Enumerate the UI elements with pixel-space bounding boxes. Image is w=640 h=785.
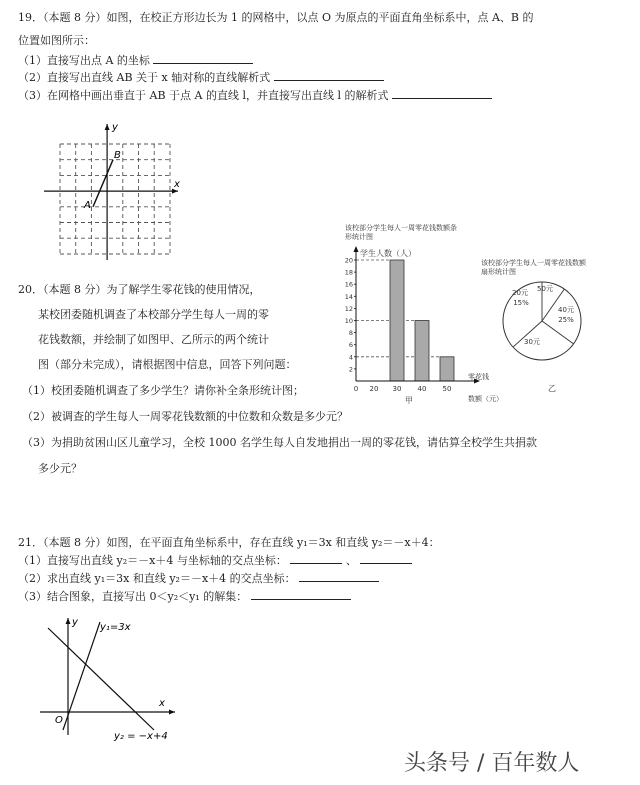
pie-chart-slice-percent: 25%: [558, 316, 574, 324]
q21-answer-blank3[interactable]: [251, 599, 351, 600]
q20-intro-line2: 某校团委随机调查了本校部分学生每人一周的零: [38, 308, 269, 321]
q19-y-label: y: [112, 122, 118, 133]
bar-chart-x-tick-label: 30: [392, 385, 402, 393]
q19-part2: （2）直接写出直线 AB 关于 x 轴对称的直线解析式: [18, 71, 384, 85]
bar-chart-x-tick-label: 50: [442, 385, 452, 393]
bar-chart-bar-30: [390, 260, 404, 381]
bar-chart-y-tick-label: 8: [348, 329, 353, 338]
bar-chart-y-arrow-icon: [354, 246, 359, 252]
q19-answer-blank3[interactable]: [392, 98, 492, 99]
q21-y-arrow-icon: [66, 618, 71, 624]
q19-point-A-label: A: [84, 200, 91, 211]
q21-line-y1-label: y₁=3x: [100, 622, 131, 633]
pie-chart-slice-percent: 15%: [513, 299, 529, 307]
bar-chart-y-tick-label: 6: [348, 341, 353, 350]
bar-chart-y-tick-label: 12: [344, 304, 353, 313]
q20-part3-cont: 多少元？: [38, 462, 82, 475]
bar-chart-bars: [390, 260, 454, 381]
pie-chart-title-line1: 该校部分学生每人一周零花钱数额: [481, 259, 586, 267]
q21-part1: （1）直接写出直线 y₂＝－x＋4 与坐标轴的交点坐标： 、: [18, 554, 412, 568]
bar-chart-y-tick-label: 18: [344, 268, 353, 277]
q19-intro-line1: 19．（本题 8 分）如图，在校正方形边长为 1 的网格中，以点 O 为原点的平面直角坐标系中，点 A、B 的: [18, 11, 534, 24]
q20-intro-line4: 图（部分未完成），请根据图中信息，回答下列问题：: [38, 358, 297, 371]
bar-chart-x-ticks: [354, 385, 452, 393]
q20-intro-line1: 20．（本题 8 分）为了解学生零花钱的使用情况，: [18, 283, 261, 296]
q21-x-arrow-icon: [169, 710, 175, 715]
q20-part1: （1）校团委随机调查了多少学生？请你补全条形统计图；: [22, 384, 304, 397]
q21-x-label: x: [159, 698, 165, 709]
bar-chart-y-ticks: [345, 257, 356, 374]
q20-part3: （3）为捐助贫困山区儿童学习，全校 1000 名学生每人自发地捐出一周的零花钱，请估算全校学生共捐款: [22, 436, 537, 449]
bar-chart-y-tick-label: 14: [344, 292, 353, 301]
q19-y-arrow-icon: [105, 124, 110, 130]
q19-answer-blank1[interactable]: [153, 63, 253, 64]
bar-chart-title-line2: 形统计图: [345, 233, 373, 241]
q19-point-B-label: B: [114, 150, 121, 161]
bar-chart-y-tick-label: 16: [344, 280, 353, 289]
q21-origin-label: O: [55, 715, 63, 726]
bar-chart-bar-40: [415, 321, 429, 382]
q19-part1: （1）直接写出点 A 的坐标: [18, 54, 253, 68]
q20-part2: （2）被调查的学生每人一周零花钱数额的中位数和众数是多少元？: [22, 410, 348, 423]
q21-graph: [30, 610, 210, 745]
q19-x-label: x: [174, 179, 180, 190]
bar-chart-x-tick-label: 20: [369, 385, 379, 393]
bar-chart-xlabel-line2: 数额（元）: [468, 395, 503, 403]
q20-intro-line3: 花钱数额，并绘制了如图甲、乙所示的两个统计: [38, 333, 269, 346]
pie-chart-slice-label: 20元: [512, 289, 528, 297]
bar-chart-y-tick-label: 4: [348, 353, 353, 362]
bar-chart-ylabel: 学生人数（人）: [360, 249, 416, 258]
q21-y-label: y: [72, 617, 78, 628]
q21-answer-blank1b[interactable]: [360, 563, 412, 564]
q19-intro-line2: 位置如图所示：: [18, 34, 95, 47]
footer-attribution: 头条号 / 百年数人: [404, 751, 580, 776]
q19-part3: （3）在网格中画出垂直于 AB 于点 A 的直线 l，并直接写出直线 l 的解析式: [18, 89, 492, 103]
pie-chart: [496, 278, 606, 396]
q21-line-y2-label: y₂ = −x+4: [114, 731, 168, 742]
bar-chart-x-tick-label: 40: [417, 385, 427, 393]
q19-segment-AB: [93, 160, 113, 207]
bar-chart-xlabel-line1: 零花钱: [468, 373, 489, 381]
pie-chart-title-line2: 扇形统计图: [481, 268, 516, 276]
q21-part2: （2）求出直线 y₁＝3x 和直线 y₂＝－x＋4 的交点坐标：: [18, 572, 379, 586]
q19-answer-blank2[interactable]: [274, 80, 384, 81]
bar-chart-bar-50: [440, 357, 454, 381]
bar-chart-y-tick-label: 20: [344, 256, 353, 265]
bar-chart: [338, 243, 483, 408]
q21-line-y2: [48, 628, 154, 730]
pie-chart-caption: 乙: [548, 384, 556, 393]
bar-chart-caption: 甲: [405, 396, 413, 405]
q21-answer-blank1a[interactable]: [290, 563, 342, 564]
pie-chart-slice-label: 30元: [524, 338, 540, 346]
q21-part3: （3）结合图象，直接写出 0＜y₂＜y₁ 的解集：: [18, 590, 351, 604]
q21-answer-blank2[interactable]: [299, 581, 379, 582]
pie-chart-slice-label: 40元: [558, 306, 574, 314]
q21-intro: 21．（本题 8 分）如图，在平面直角坐标系中，存在直线 y₁＝3x 和直线 y₂＝－x＋4：: [18, 536, 440, 549]
bar-chart-y-tick-label: 2: [348, 365, 353, 374]
bar-chart-title-line1: 该校部分学生每人一周零花钱数额条: [345, 224, 457, 232]
q19-grid-figure: [40, 118, 190, 262]
bar-chart-x-tick-label: 0: [353, 385, 359, 393]
pie-chart-slice-label: 50元: [537, 285, 553, 293]
bar-chart-y-tick-label: 10: [344, 317, 353, 325]
